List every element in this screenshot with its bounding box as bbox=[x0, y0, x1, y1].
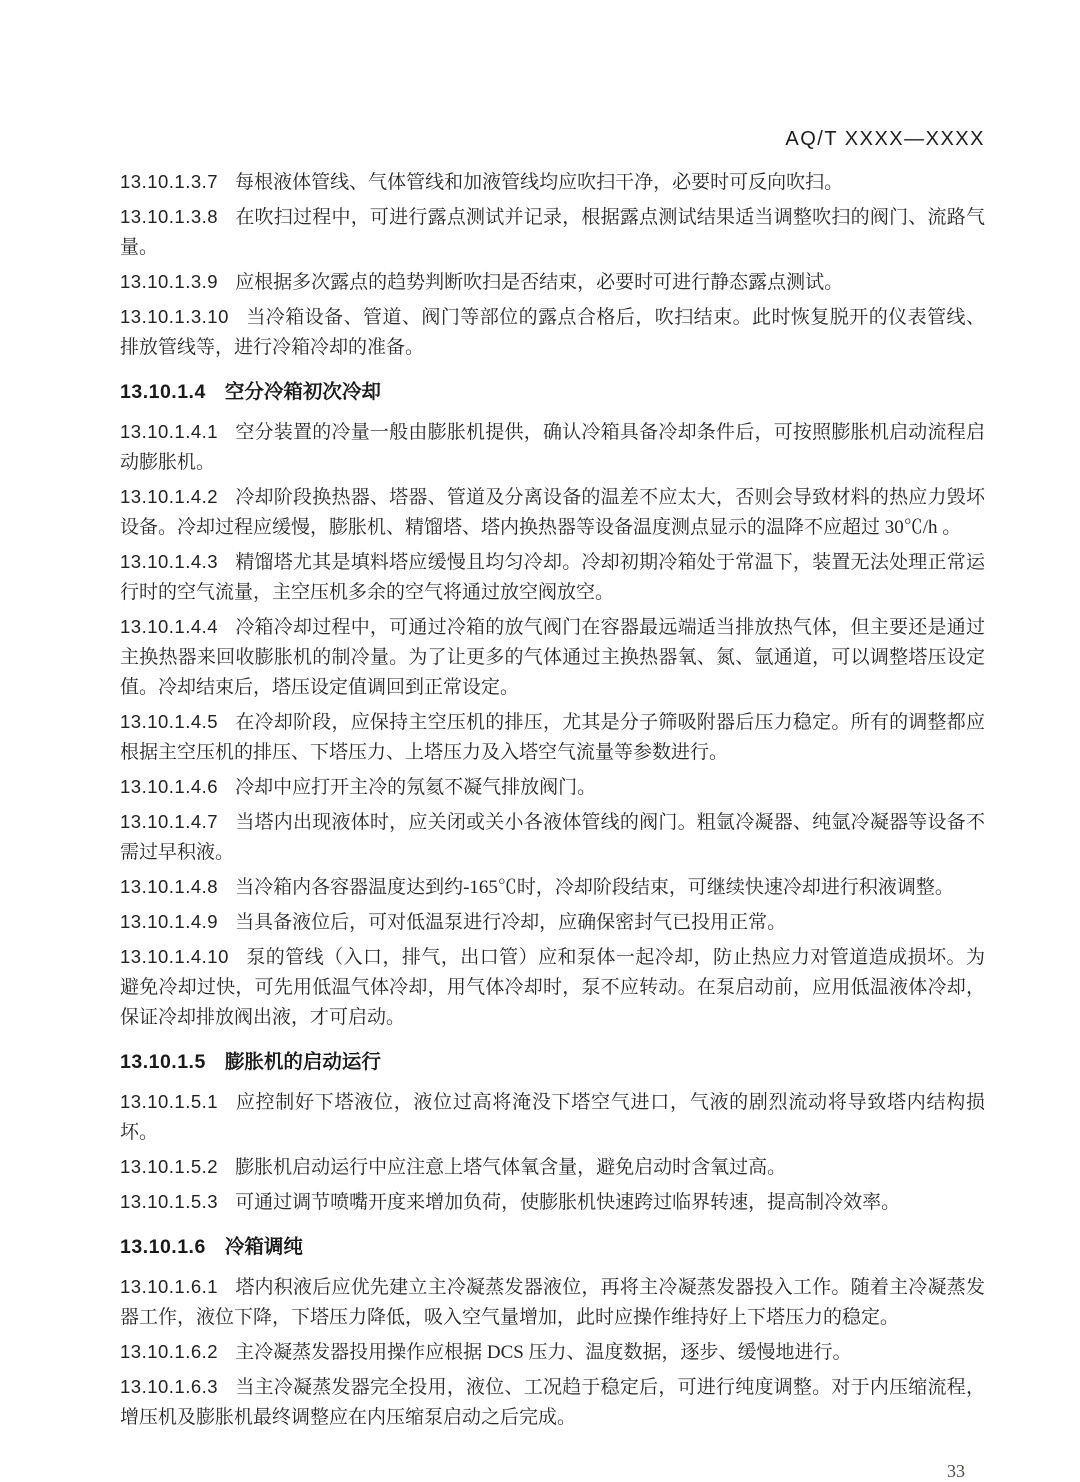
clause-paragraph bbox=[120, 907, 985, 938]
clause-paragraph bbox=[120, 167, 985, 198]
clause-text: 冷箱冷却过程中，可通过冷箱的放气阀门在容器最远端适当排放热气体，但主要还是通过主换热器来回收膨胀机的制冷量。为了让更多的气体通过主换热器氧、氮、氩通道，可以调整塔压设定值。冷却结束后，塔压设定值调回到正常设定。 bbox=[120, 617, 985, 698]
clause-paragraph bbox=[120, 1187, 985, 1218]
clause-number: 13.10.1.3.8 bbox=[120, 206, 219, 227]
clause-paragraph bbox=[120, 267, 985, 298]
clause-text: 当冷箱内各容器温度达到约-165℃时，冷却阶段结束，可继续快速冷却进行积液调整。 bbox=[235, 877, 954, 898]
clause-text: 应根据多次露点的趋势判断吹扫是否结束，必要时可进行静态露点测试。 bbox=[235, 272, 844, 293]
clause-text: 塔内积液后应优先建立主冷凝蒸发器液位，再将主冷凝蒸发器投入工作。随着主冷凝蒸发器工作，液位下降，下塔压力降低，吸入空气量增加，此时应操作维持好上下塔压力的稳定。 bbox=[120, 1277, 985, 1328]
section-heading bbox=[120, 377, 985, 407]
clause-number: 13.10.1.3.7 bbox=[120, 171, 219, 192]
clause-paragraph bbox=[120, 772, 985, 803]
clause-number: 13.10.1.6.2 bbox=[120, 1341, 219, 1362]
document-body bbox=[120, 167, 985, 1433]
section-title: 冷箱调纯 bbox=[224, 1236, 303, 1258]
clause-text: 当主冷凝蒸发器完全投用，液位、工况趋于稳定后，可进行纯度调整。对于内压缩流程，增压机及膨胀机最终调整应在内压缩泵启动之后完成。 bbox=[120, 1377, 985, 1428]
clause-number: 13.10.1.5.2 bbox=[120, 1156, 219, 1177]
clause-paragraph bbox=[120, 942, 985, 1033]
clause-paragraph bbox=[120, 1087, 985, 1148]
clause-text: 空分装置的冷量一般由膨胀机提供，确认冷箱具备冷却条件后，可按照膨胀机启动流程启动膨胀机。 bbox=[120, 422, 985, 473]
section-heading bbox=[120, 1232, 985, 1262]
clause-paragraph bbox=[120, 1372, 985, 1433]
clause-text: 可通过调节喷嘴开度来增加负荷，使膨胀机快速跨过临界转速，提高制冷效率。 bbox=[235, 1192, 901, 1213]
clause-number: 13.10.1.4.8 bbox=[120, 876, 219, 897]
clause-text: 当具备液位后，可对低温泵进行冷却，应确保密封气已投用正常。 bbox=[235, 912, 787, 933]
clause-text: 应控制好下塔液位，液位过高将淹没下塔空气进口，气液的剧烈流动将导致塔内结构损坏。 bbox=[120, 1092, 985, 1143]
clause-number: 13.10.1.3.10 bbox=[120, 306, 229, 327]
clause-number: 13.10.1.4.6 bbox=[120, 776, 219, 797]
clause-number: 13.10.1.4.10 bbox=[120, 946, 229, 967]
section-title: 空分冷箱初次冷却 bbox=[224, 381, 381, 403]
section-title: 膨胀机的启动运行 bbox=[224, 1051, 381, 1073]
page-header bbox=[120, 128, 985, 151]
clause-number: 13.10.1.3.9 bbox=[120, 271, 219, 292]
clause-text: 精馏塔尤其是填料塔应缓慢且均匀冷却。冷却初期冷箱处于常温下，装置无法处理正常运行时的空气流量，主空压机多余的空气将通过放空阀放空。 bbox=[120, 552, 985, 603]
clause-paragraph bbox=[120, 807, 985, 868]
clause-text: 在冷却阶段，应保持主空压机的排压，尤其是分子筛吸附器后压力稳定。所有的调整都应根据主空压机的排压、下塔压力、上塔压力及入塔空气流量等参数进行。 bbox=[120, 712, 985, 763]
page-number: 33 bbox=[947, 1461, 965, 1481]
clause-number: 13.10.1.4.4 bbox=[120, 616, 219, 637]
clause-paragraph bbox=[120, 547, 985, 608]
clause-text: 当冷箱设备、管道、阀门等部位的露点合格后，吹扫结束。此时恢复脱开的仪表管线、排放管线等，进行冷箱冷却的准备。 bbox=[120, 307, 985, 358]
clause-number: 13.10.1.5.1 bbox=[120, 1091, 219, 1112]
clause-paragraph bbox=[120, 302, 985, 363]
section-number: 13.10.1.5 bbox=[120, 1051, 206, 1073]
page-footer bbox=[120, 1461, 985, 1482]
clause-text: 每根液体管线、气体管线和加液管线均应吹扫干净，必要时可反向吹扫。 bbox=[235, 172, 844, 193]
clause-number: 13.10.1.6.1 bbox=[120, 1276, 219, 1297]
section-heading bbox=[120, 1047, 985, 1077]
clause-number: 13.10.1.4.7 bbox=[120, 811, 219, 832]
clause-paragraph bbox=[120, 872, 985, 903]
clause-number: 13.10.1.4.2 bbox=[120, 486, 219, 507]
clause-number: 13.10.1.5.3 bbox=[120, 1191, 219, 1212]
section-number: 13.10.1.4 bbox=[120, 381, 206, 403]
clause-text: 在吹扫过程中，可进行露点测试并记录，根据露点测试结果适当调整吹扫的阀门、流路气量。 bbox=[120, 207, 985, 258]
clause-text: 冷却阶段换热器、塔器、管道及分离设备的温差不应太大，否则会导致材料的热应力毁坏设备。冷却过程应缓慢，膨胀机、精馏塔、塔内换热器等设备温度测点显示的温降不应超过 30℃/h 。 bbox=[120, 487, 985, 538]
standard-code: AQ/T XXXX—XXXX bbox=[785, 128, 985, 150]
clause-number: 13.10.1.4.5 bbox=[120, 711, 219, 732]
clause-paragraph bbox=[120, 1272, 985, 1333]
clause-paragraph bbox=[120, 1337, 985, 1368]
clause-paragraph bbox=[120, 612, 985, 703]
clause-paragraph bbox=[120, 202, 985, 263]
clause-text: 当塔内出现液体时，应关闭或关小各液体管线的阀门。粗氩冷凝器、纯氩冷凝器等设备不需过早积液。 bbox=[120, 812, 985, 863]
section-number: 13.10.1.6 bbox=[120, 1236, 206, 1258]
clause-number: 13.10.1.4.3 bbox=[120, 551, 219, 572]
clause-paragraph bbox=[120, 417, 985, 478]
clause-paragraph bbox=[120, 1152, 985, 1183]
clause-text: 泵的管线（入口，排气，出口管）应和泵体一起冷却，防止热应力对管道造成损坏。为避免冷却过快，可先用低温气体冷却，用气体冷却时，泵不应转动。在泵启动前，应用低温液体冷却，保证冷却排放阀出液，才可启动。 bbox=[120, 947, 985, 1028]
clause-number: 13.10.1.4.1 bbox=[120, 421, 219, 442]
clause-text: 冷却中应打开主冷的氖氦不凝气排放阀门。 bbox=[235, 777, 597, 798]
clause-text: 膨胀机启动运行中应注意上塔气体氧含量，避免启动时含氧过高。 bbox=[235, 1157, 787, 1178]
clause-number: 13.10.1.6.3 bbox=[120, 1376, 219, 1397]
clause-paragraph bbox=[120, 707, 985, 768]
clause-text: 主冷凝蒸发器投用操作应根据 DCS 压力、温度数据，逐步、缓慢地进行。 bbox=[235, 1342, 852, 1363]
clause-paragraph bbox=[120, 482, 985, 543]
clause-number: 13.10.1.4.9 bbox=[120, 911, 219, 932]
